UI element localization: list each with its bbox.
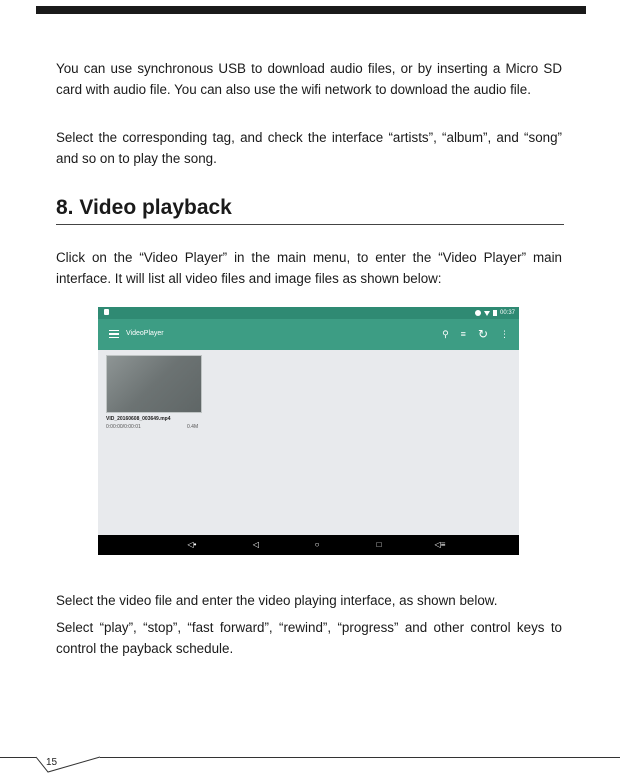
section-heading: 8. Video playback [56, 196, 232, 219]
navigation-bar [98, 535, 519, 555]
notification-icon [104, 309, 109, 315]
status-time: 00:37 [499, 310, 515, 316]
back-icon[interactable]: ◁ [252, 540, 260, 549]
app-title: VideoPlayer [126, 330, 164, 337]
paragraph-audio-download: You can use synchronous USB to download audio files, or by inserting a Micro SD card with audio file. You can also use the wifi network to download the audio file. [56, 61, 562, 97]
page-number: 15 [46, 757, 58, 768]
menu-icon[interactable] [109, 330, 119, 338]
footer-notch [30, 750, 102, 774]
home-icon[interactable]: ○ [314, 540, 320, 549]
footer-rule-right [100, 757, 620, 758]
status-icons [475, 309, 515, 317]
paragraph-control-keys: Select “play”, “stop”, “fast forward”, “rewind”, “progress” and other control keys to control the payback schedule. [56, 620, 562, 656]
app-bar-actions [442, 327, 509, 341]
status-bar [98, 307, 519, 319]
recents-icon[interactable]: □ [376, 540, 382, 549]
video-file-duration: 0:00:00/0:00:01 [106, 424, 141, 430]
wifi-icon [484, 311, 490, 316]
video-file-size: 0.4M [187, 424, 199, 430]
battery-icon [493, 310, 497, 316]
paragraph-video-player-intro: Click on the “Video Player” in the main menu, to enter the “Video Player” main interface. It will list all video files and image files as shown below: [56, 250, 562, 286]
video-player-screenshot [98, 307, 519, 555]
video-file-name[interactable]: VID_20160608_003649.mp4 [106, 416, 171, 422]
video-thumbnail[interactable] [106, 355, 202, 413]
top-rule [36, 6, 586, 14]
app-bar [98, 319, 519, 350]
sort-icon[interactable]: ≡ [460, 329, 466, 339]
volume-down-icon[interactable]: ◁• [187, 540, 197, 549]
paragraph-select-video: Select the video file and enter the video playing interface, as shown below. [56, 593, 498, 608]
refresh-icon[interactable]: ↻ [477, 327, 488, 341]
dnd-icon [475, 310, 481, 316]
volume-up-icon[interactable]: ◁≡ [434, 540, 446, 549]
more-icon[interactable]: ⋮ [500, 329, 509, 339]
file-grid [98, 350, 519, 535]
paragraph-audio-tags: Select the corresponding tag, and check the interface “artists”, “album”, and “song” and so on to play the song. [56, 130, 562, 166]
search-icon[interactable]: ⚲ [442, 329, 449, 339]
heading-rule [56, 224, 564, 225]
